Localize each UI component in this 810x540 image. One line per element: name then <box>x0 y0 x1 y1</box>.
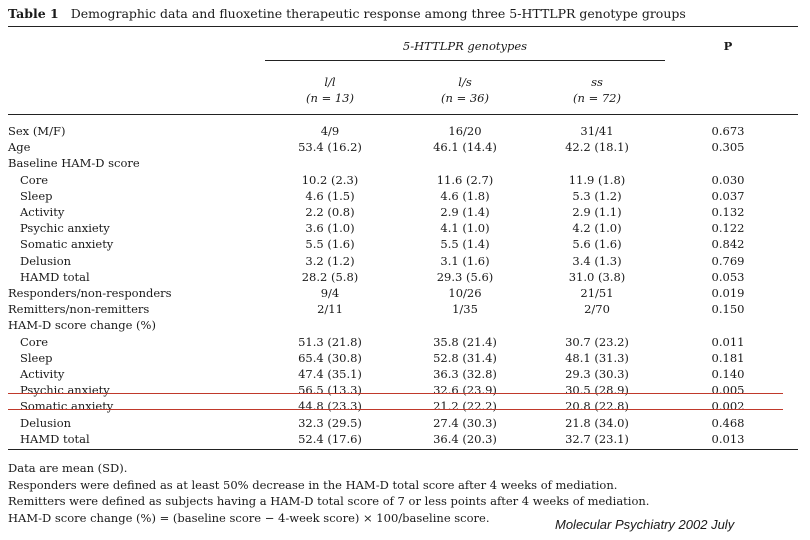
row-label: Remitters/non-remitters <box>8 302 150 317</box>
cell-ll: 9/4 <box>320 286 340 300</box>
table-row <box>0 139 810 155</box>
table-row <box>0 123 810 139</box>
cell-ss: 5.3 (1.2) <box>572 188 622 203</box>
cell-ss: 42.2 (18.1) <box>565 140 629 155</box>
note-4: HAM-D score change (%) = (baseline score − 4-week score) × 100/baseline score. <box>8 510 490 525</box>
row-label: Activity <box>20 367 65 381</box>
cell-ls: 16/20 <box>448 124 482 138</box>
note-1: Data are mean (SD). <box>8 461 128 475</box>
p-header: P <box>723 39 733 53</box>
cell-p: 0.013 <box>711 431 745 446</box>
cell-ss: 31.0 (3.8) <box>568 269 626 284</box>
cell-ss: 21/51 <box>580 286 614 300</box>
cell-ls: 2.9 (1.4) <box>440 205 490 219</box>
cell-ll: 56.5 (13.3) <box>298 383 362 398</box>
cell-p: 0.132 <box>711 205 745 219</box>
cell-ss: 30.7 (23.2) <box>565 334 629 349</box>
table-row <box>0 366 810 382</box>
cell-p: 0.468 <box>711 415 745 430</box>
cell-ss: 2.9 (1.1) <box>572 205 622 219</box>
cell-ll: 52.4 (17.6) <box>298 431 362 446</box>
cell-ll: 51.3 (21.8) <box>298 334 362 349</box>
row-label: Psychic anxiety <box>20 221 110 236</box>
cell-ls: 36.4 (20.3) <box>433 431 497 446</box>
table-notes <box>8 460 649 526</box>
row-label: Somatic anxiety <box>20 237 114 252</box>
cell-ls: 46.1 (14.4) <box>433 140 497 155</box>
cell-p: 0.769 <box>711 253 745 268</box>
cell-ll: 2.2 (0.8) <box>305 205 355 219</box>
col-ll-n: (n = 13) <box>306 91 354 105</box>
col-ll-genotype: l/l <box>324 75 336 89</box>
row-label: Psychic anxiety <box>20 383 110 398</box>
cell-ss: 3.4 (1.3) <box>572 253 622 268</box>
table-row <box>0 334 810 350</box>
row-label: Activity <box>20 205 65 219</box>
table-row <box>0 269 810 285</box>
table-label: Table 1 <box>8 6 59 21</box>
cell-ls: 10/26 <box>448 286 482 300</box>
cell-ls: 4.1 (1.0) <box>440 221 490 236</box>
cell-ss: 2/70 <box>584 302 610 317</box>
cell-ls: 52.8 (31.4) <box>433 350 497 365</box>
row-label: Somatic anxiety <box>20 399 114 414</box>
cell-ls: 4.6 (1.8) <box>440 188 490 203</box>
cell-ls: 5.5 (1.4) <box>440 237 490 252</box>
row-label: Sleep <box>20 188 53 203</box>
cell-p: 0.030 <box>711 172 745 187</box>
table-row <box>0 317 810 333</box>
cell-ss: 48.1 (31.3) <box>565 350 629 365</box>
note-3: Remitters were defined as subjects having a HAM-D total score of 7 or less points after 4 weeks of mediation. <box>8 494 650 508</box>
cell-ss: 11.9 (1.8) <box>568 172 626 187</box>
cell-ss: 4.2 (1.0) <box>572 221 622 236</box>
table-row <box>0 431 810 447</box>
cell-p: 0.037 <box>711 188 745 203</box>
row-label: Core <box>20 172 49 187</box>
table-row <box>0 155 810 171</box>
note-2: Responders were defined as at least 50% decrease in the HAM-D total score after 4 weeks of mediation. <box>8 477 618 492</box>
table-row <box>0 220 810 236</box>
cell-ss: 32.7 (23.1) <box>565 431 629 446</box>
table-caption <box>8 6 686 21</box>
row-label: Responders/non-responders <box>8 286 172 300</box>
cell-ll: 65.4 (30.8) <box>298 350 362 365</box>
top-rule <box>8 26 798 27</box>
table-row <box>0 204 810 220</box>
cell-ls: 35.8 (21.4) <box>433 334 497 349</box>
table-row <box>0 398 810 414</box>
cell-ll: 4/9 <box>320 124 340 138</box>
row-label: Sex (M/F) <box>8 124 66 138</box>
table-row <box>0 285 810 301</box>
table-row <box>0 236 810 252</box>
cell-ll: 53.4 (16.2) <box>298 140 362 155</box>
cell-p: 0.053 <box>711 269 745 284</box>
cell-ll: 3.6 (1.0) <box>305 221 355 236</box>
cell-ll: 44.8 (23.3) <box>298 399 362 414</box>
cell-ls: 21.2 (22.2) <box>433 399 497 414</box>
source-citation: Molecular Psychiatry 2002 July <box>555 517 735 532</box>
cell-ss: 29.3 (30.3) <box>565 367 629 381</box>
table-row <box>0 188 810 204</box>
cell-ll: 5.5 (1.6) <box>305 237 355 252</box>
table-row <box>0 382 810 398</box>
col-ss-genotype: ss <box>591 75 603 89</box>
cell-ss: 30.5 (28.9) <box>565 383 629 398</box>
highlight-line-bottom <box>8 409 783 410</box>
col-ss-n: (n = 72) <box>573 91 621 105</box>
row-label: Delusion <box>20 415 72 430</box>
cell-ll: 28.2 (5.8) <box>301 269 359 284</box>
cell-ls: 32.6 (23.9) <box>433 383 497 398</box>
row-label: HAM-D score change (%) <box>8 318 156 333</box>
row-label: HAMD total <box>20 431 90 446</box>
table-row <box>0 301 810 317</box>
cell-ll: 32.3 (29.5) <box>298 415 362 430</box>
cell-p: 0.181 <box>711 350 745 365</box>
cell-p: 0.842 <box>711 237 745 252</box>
cell-p: 0.011 <box>711 334 745 349</box>
cell-ll: 4.6 (1.5) <box>305 188 355 203</box>
bottom-rule <box>8 449 798 450</box>
cell-ls: 1/35 <box>452 302 478 317</box>
row-label: Delusion <box>20 253 72 268</box>
cell-ls: 27.4 (30.3) <box>433 415 497 430</box>
cell-p: 0.305 <box>711 140 745 155</box>
row-label: Age <box>8 140 31 155</box>
cell-p: 0.002 <box>711 399 745 414</box>
col-ls-genotype: l/s <box>458 75 472 89</box>
header-rule <box>8 114 798 115</box>
cell-ss: 31/41 <box>580 124 614 138</box>
cell-ls: 29.3 (5.6) <box>436 269 494 284</box>
cell-ll: 47.4 (35.1) <box>298 367 362 381</box>
cell-p: 0.140 <box>711 367 745 381</box>
cell-ll: 10.2 (2.3) <box>301 172 359 187</box>
row-label: Sleep <box>20 350 53 365</box>
cell-p: 0.122 <box>711 221 745 236</box>
row-label: HAMD total <box>20 269 90 284</box>
table-caption-text: Demographic data and fluoxetine therapeutic response among three 5-HTTLPR genotype groups <box>70 6 686 21</box>
cell-p: 0.005 <box>711 383 745 398</box>
cell-ls: 3.1 (1.6) <box>440 253 490 268</box>
table-row <box>0 172 810 188</box>
row-label: Core <box>20 334 49 349</box>
cell-p: 0.673 <box>711 124 745 138</box>
highlight-line-top <box>8 393 783 394</box>
cell-p: 0.019 <box>711 286 745 300</box>
col-ls-n: (n = 36) <box>441 91 489 105</box>
cell-ss: 21.8 (34.0) <box>565 415 629 430</box>
row-label: Baseline HAM-D score <box>8 156 140 171</box>
cell-ss: 5.6 (1.6) <box>572 237 622 252</box>
cell-ll: 2/11 <box>317 302 343 317</box>
cell-p: 0.150 <box>711 302 745 317</box>
table-row <box>0 253 810 269</box>
group-header: 5-HTTLPR genotypes <box>402 39 528 53</box>
table-row <box>0 350 810 366</box>
cell-ss: 20.8 (22.8) <box>565 399 629 414</box>
group-rule <box>265 60 665 61</box>
cell-ll: 3.2 (1.2) <box>305 253 355 268</box>
cell-ls: 36.3 (32.8) <box>433 367 497 381</box>
cell-ls: 11.6 (2.7) <box>436 172 494 187</box>
table-row <box>0 415 810 431</box>
